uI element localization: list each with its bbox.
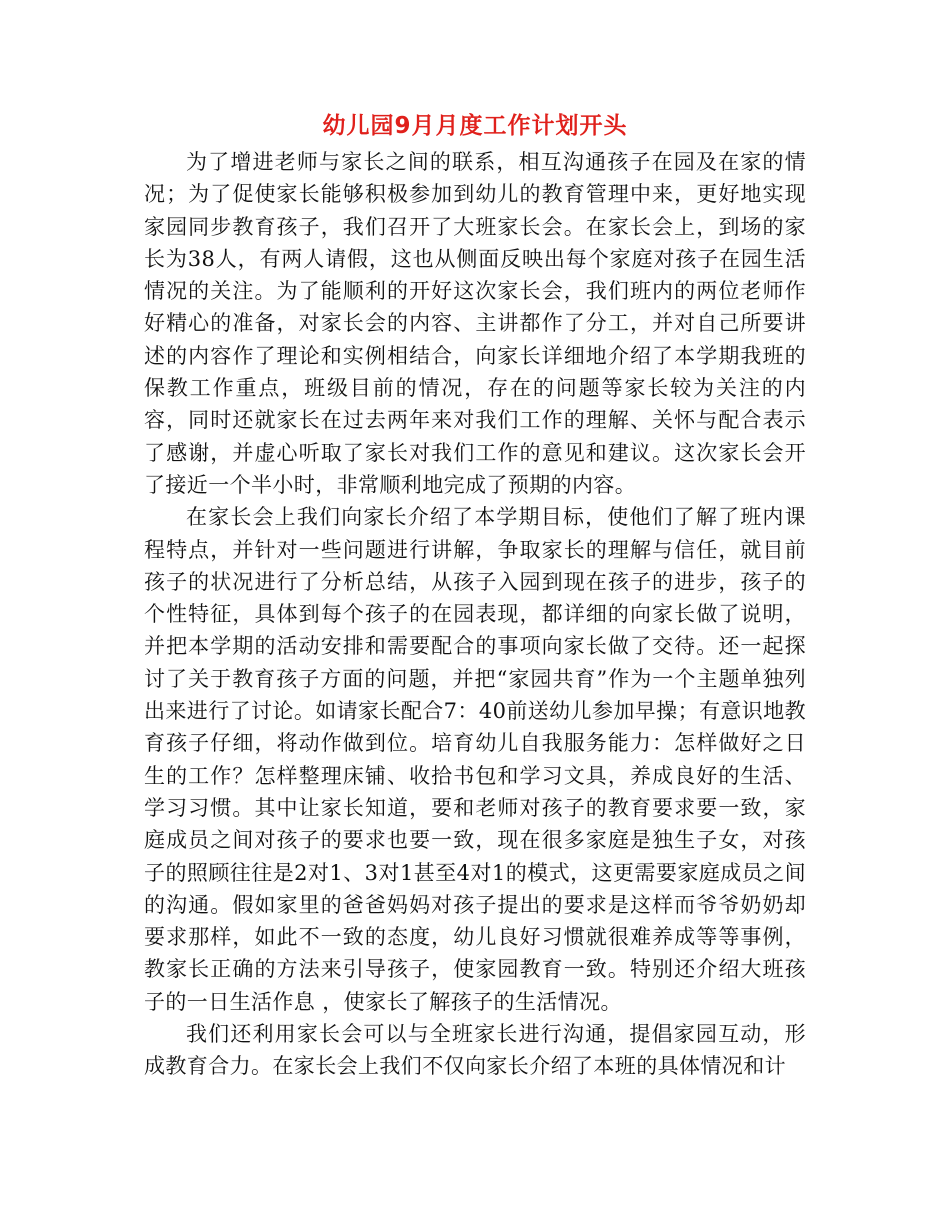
- document-title: 幼儿园9月月度工作计划开头: [322, 113, 628, 139]
- paragraph-2: 在家长会上我们向家长介绍了本学期目标，使他们了解了班内课程特点，并针对一些问题进行讲解，争取家长的理解与信任，就目前孩子的状况进行了分析总结，从孩子入园到现在孩子的进步，孩子的个性特征，具体到每个孩子的在园表现，都详细的向家长做了说明，并把本学期的活动安排和需要配合的事项向家长做了交待。还一起探讨了关于教育孩子方面的问题，并把“家园共育”作为一个主题单独列出来进行了讨论。如请家长配合7：40前送幼儿参加早操；有意识地教育孩子仔细，将动作做到位。培育幼儿自我服务能力：怎样做好之日生的工作？怎样整理床铺、收拾书包和学习文具，养成良好的生活、学习习惯。其中让家长知道，要和老师对孩子的教育要求要一致，家庭成员之间对孩子的要求也要一致，现在很多家庭是独生子女，对孩子的照顾往往是2对1、3对1甚至4对1的模式，这更需要家庭成员之间的沟通。假如家里的爸爸妈妈对孩子提出的要求是这样而爷爷奶奶却要求那样，如此不一致的态度，幼儿良好习惯就很难养成等等事例，教家长正确的方法来引导孩子，使家园教育一致。特别还介绍大班孩子的一日生活作息 ，使家长了解孩子的生活情况。: [144, 505, 806, 1014]
- paragraph-1: 为了增进老师与家长之间的联系，相互沟通孩子在园及在家的情况；为了促使家长能够积极参加到幼儿的教育管理中来，更好地实现家园同步教育孩子，我们召开了大班家长会。在家长会上，到场的家长为38人，有两人请假，这也从侧面反映出每个家庭对孩子在园生活情况的关注。为了能顺利的开好这次家长会，我们班内的两位老师作好精心的准备，对家长会的内容、主讲都作了分工，并对自己所要讲述的内容作了理论和实例相结合，向家长详细地介绍了本学期我班的保教工作重点，班级目前的情况，存在的问题等家长较为关注的内容，同时还就家长在过去两年来对我们工作的理解、关怀与配合表示了感谢，并虚心听取了家长对我们工作的意见和建议。这次家长会开了接近一个半小时，非常顺利地完成了预期的内容。: [144, 150, 806, 497]
- document-body: [144, 146, 806, 1083]
- paragraph-3: 我们还利用家长会可以与全班家长进行沟通，提倡家园互动，形成教育合力。在家长会上我们不仅向家长介绍了本班的具体情况和计: [144, 1022, 806, 1079]
